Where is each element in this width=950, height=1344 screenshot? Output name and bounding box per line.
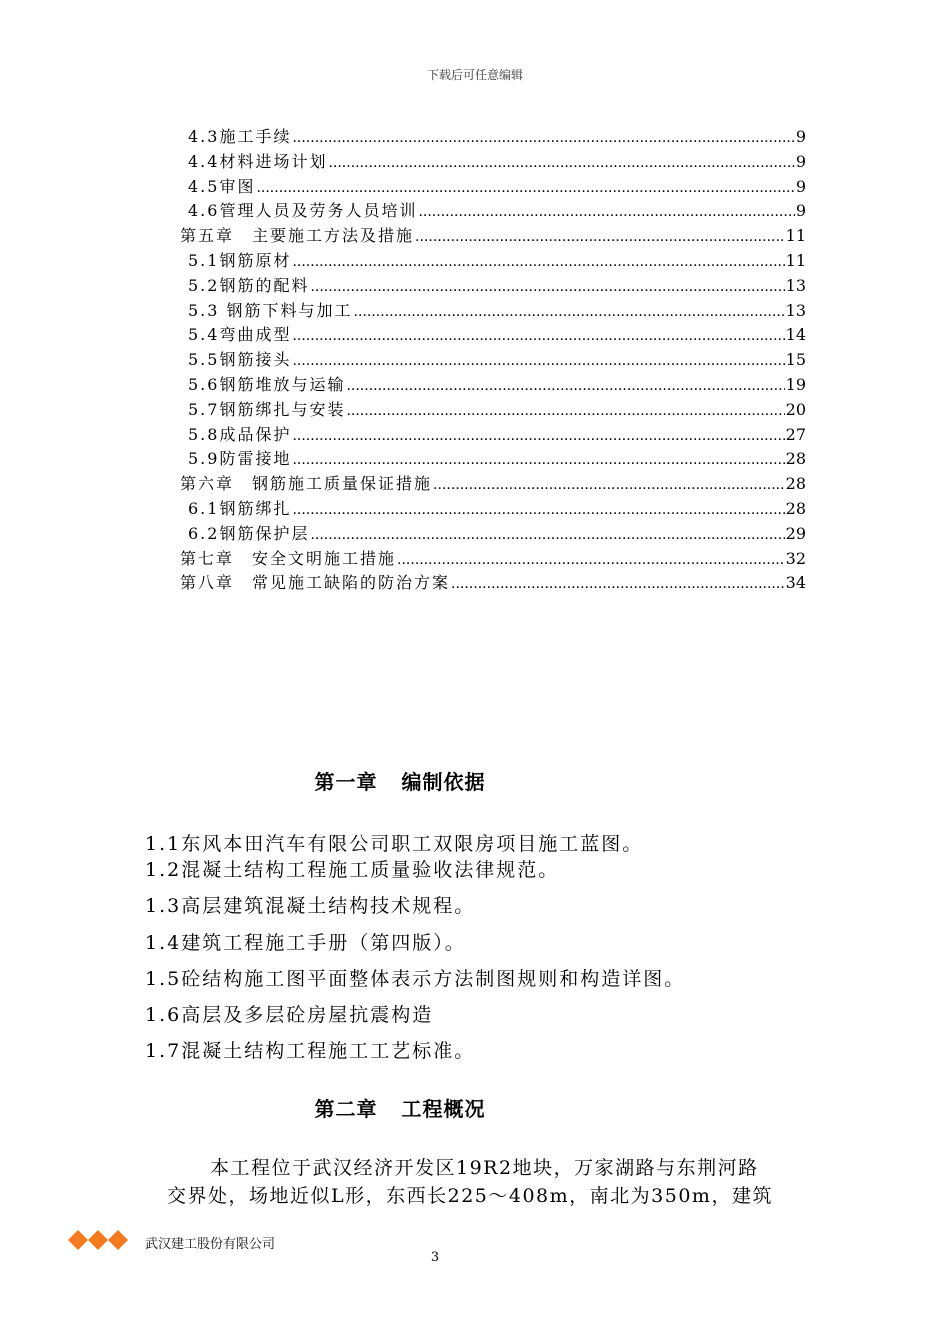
chapter-2-name: 工程概况 — [401, 1097, 486, 1121]
toc-leader-dots — [256, 180, 794, 196]
toc-entry-title: 4.3施工手续 — [188, 127, 292, 146]
basis-item: 1.4建筑工程施工手册（第四版）。 — [145, 932, 466, 954]
toc-entry-page: 28 — [785, 474, 806, 494]
toc-entry-title: 5.2钢筋的配料 — [188, 275, 310, 295]
toc-entry-title: 4.5审图 — [188, 176, 256, 196]
toc-entry-title: 4.6管理人员及劳务人员培训 — [188, 201, 418, 221]
chapter-1-heading — [0, 766, 800, 795]
toc-entry[interactable] — [188, 521, 806, 543]
toc-entry-page: 13 — [785, 300, 806, 320]
toc-entry[interactable] — [188, 174, 806, 196]
page-number: 3 — [430, 1250, 440, 1265]
toc-leader-dots — [418, 204, 794, 220]
toc-entry[interactable] — [188, 248, 806, 270]
toc-entry[interactable] — [188, 372, 806, 394]
basis-item: 1.1东风本田汽车有限公司职工双限房项目施工蓝图。 — [145, 833, 644, 855]
toc-entry-title: 第五章 主要施工方法及措施 — [180, 226, 415, 246]
toc-entry-page: 19 — [785, 375, 806, 394]
toc-entry-page: 9 — [795, 127, 806, 146]
basis-item: 1.2混凝土结构工程施工质量验收法律规范。 — [145, 859, 560, 881]
toc-leader-dots — [292, 502, 784, 518]
toc-entry[interactable] — [188, 322, 806, 344]
header-note: 下载后可任意编辑 — [426, 68, 523, 82]
toc-entry[interactable] — [180, 223, 806, 245]
toc-entry-title: 4.4材料进场计划 — [188, 151, 328, 171]
basis-item: 1.5砼结构施工图平面整体表示方法制图规则和构造详图。 — [145, 968, 686, 990]
basis-item: 1.3高层建筑混凝土结构技术规程。 — [145, 895, 476, 917]
basis-item: 1.6高层及多层砼房屋抗震构造 — [145, 1004, 434, 1026]
toc-entry-page: 11 — [785, 226, 806, 246]
toc-entry-title: 5.9防雷接地 — [188, 449, 292, 469]
toc-entry-page: 9 — [795, 151, 806, 171]
toc-entry-title: 5.4弯曲成型 — [188, 325, 292, 345]
toc-entry[interactable] — [188, 446, 806, 468]
footer-company-name: 武汉建工股份有限公司 — [145, 1237, 276, 1252]
toc-entry[interactable] — [188, 198, 806, 220]
toc-entry-title: 5.8成品保护 — [188, 424, 292, 444]
toc-entry-title: 5.3 钢筋下料与加工 — [188, 300, 353, 320]
toc-entry[interactable] — [188, 422, 806, 444]
overview-paragraph-line-2: 交界处，场地近似L形，东西长225～408m，南北为350m，建筑 — [167, 1185, 773, 1207]
toc-entry-page: 28 — [785, 499, 806, 518]
toc-entry[interactable] — [188, 273, 806, 295]
toc-entry-page: 34 — [785, 573, 806, 593]
toc-leader-dots — [415, 229, 785, 245]
toc-entry-title: 第六章 钢筋施工质量保证措施 — [180, 474, 433, 494]
toc-leader-dots — [310, 527, 784, 543]
toc-entry-title: 第八章 常见施工缺陷的防治方案 — [180, 573, 451, 593]
toc-entry-title: 6.1钢筋绑扎 — [188, 499, 292, 518]
toc-entry[interactable] — [188, 124, 806, 146]
toc-entry-page: 29 — [785, 523, 806, 543]
toc-leader-dots — [310, 279, 784, 295]
toc-leader-dots — [292, 254, 784, 270]
toc-entry[interactable] — [180, 546, 806, 568]
chapter-2-heading — [0, 1093, 800, 1122]
toc-leader-dots — [346, 403, 784, 419]
toc-entry[interactable] — [188, 496, 806, 518]
toc-entry-title: 5.7钢筋绑扎与安装 — [188, 399, 346, 419]
toc-entry-title: 5.1钢筋原材 — [188, 251, 292, 270]
toc-leader-dots — [397, 552, 785, 568]
toc-entry-page: 28 — [785, 449, 806, 469]
chapter-1-name: 编制依据 — [401, 770, 486, 794]
basis-item: 1.7混凝土结构工程施工工艺标准。 — [145, 1040, 476, 1062]
toc-leader-dots — [354, 304, 785, 320]
toc-entry[interactable] — [188, 347, 806, 369]
toc-entry[interactable] — [188, 149, 806, 171]
toc-leader-dots — [292, 428, 784, 444]
toc-entry-title: 第七章 安全文明施工措施 — [180, 548, 397, 568]
toc-entry[interactable] — [180, 471, 806, 493]
company-logo-icon — [68, 1228, 128, 1252]
toc-entry-page: 15 — [785, 350, 806, 370]
toc-leader-dots — [292, 452, 784, 468]
toc-leader-dots — [451, 576, 785, 592]
toc-entry-title: 6.2钢筋保护层 — [188, 523, 310, 543]
toc-leader-dots — [292, 328, 784, 344]
toc-entry-page: 9 — [795, 176, 806, 196]
toc-leader-dots — [328, 155, 794, 171]
toc-leader-dots — [292, 353, 784, 369]
toc-leader-dots — [433, 477, 785, 493]
toc-entry-page: 9 — [795, 201, 806, 221]
chapter-1-label: 第一章 — [314, 770, 378, 794]
toc-entry-page: 27 — [785, 424, 806, 444]
toc-entry[interactable] — [188, 397, 806, 419]
toc-entry-page: 20 — [785, 399, 806, 419]
toc-entry[interactable] — [188, 298, 806, 320]
toc-entry-title: 5.5钢筋接头 — [188, 350, 292, 370]
chapter-2-label: 第二章 — [314, 1097, 378, 1121]
overview-paragraph-line-1: 本工程位于武汉经济开发区19R2地块，万家湖路与东荆河路 — [210, 1157, 759, 1179]
toc-leader-dots — [292, 130, 794, 146]
toc-entry-page: 14 — [785, 325, 806, 345]
toc-leader-dots — [346, 378, 784, 394]
toc-entry-page: 32 — [785, 548, 806, 568]
toc-entry[interactable] — [180, 570, 806, 592]
toc-entry-title: 5.6钢筋堆放与运输 — [188, 375, 346, 394]
toc-entry-page: 11 — [785, 251, 806, 270]
toc-entry-page: 13 — [785, 275, 806, 295]
